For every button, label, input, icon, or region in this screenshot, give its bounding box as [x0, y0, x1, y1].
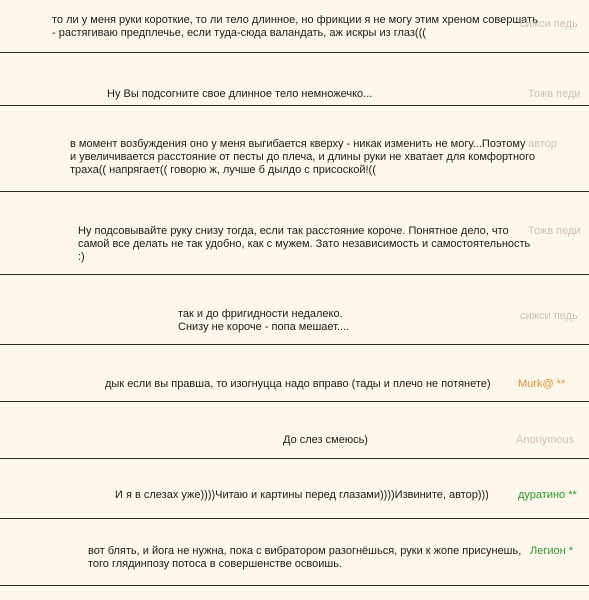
- comment-separator: [0, 458, 589, 459]
- comment-author[interactable]: Тожв педи: [528, 88, 581, 100]
- comment-author[interactable]: сижси педь: [520, 310, 578, 322]
- comment-author[interactable]: сижси педь: [520, 18, 578, 30]
- comment-text: так и до фригидности недалеко. Снизу не короче - попа мешает....: [178, 308, 350, 333]
- comment-item: [0, 434, 589, 450]
- comment-separator: [0, 585, 589, 586]
- comment-text: в момент возбуждения оно у меня выгибается кверху - никак изменить не могу...Поэтому и увеличивается расстояние от песты до плеча, и длины руки не хватает для комфортного траха(( напрягает(( говорю ж, лучше б дылдо с присоской!((: [70, 138, 536, 176]
- comment-separator: [0, 52, 589, 53]
- comment-author[interactable]: Легион *: [530, 545, 574, 557]
- comment-separator: [0, 105, 589, 106]
- comment-separator: [0, 518, 589, 519]
- comment-item: [0, 545, 589, 573]
- comment-author[interactable]: автор: [528, 138, 557, 150]
- comment-separator: [0, 191, 589, 192]
- comment-separator: [0, 344, 589, 345]
- comment-text: Ну Вы подсогните свое длинное тело немножечко...: [107, 88, 373, 100]
- comment-text: Ну подсовывайте руку снизу тогда, если так расстояние короче. Понятное дело, что самой все делать не так удобно, как с мужем. Зато независимость и самостоятельность :): [78, 225, 531, 263]
- comment-text: До слез смеюсь): [283, 434, 368, 446]
- comment-author[interactable]: дуратино **: [518, 489, 577, 501]
- comment-text: вот блять, и йога не нужна, пока с вибратором разогнёшься, руки к жопе присунешь, того глядинпозу потоса в совершенстве освоишь.: [88, 545, 522, 570]
- comment-item: [0, 378, 589, 394]
- comment-text: дык если вы правша, то изогнуцца надо вправо (тады и плечо не потянете): [105, 378, 491, 390]
- comment-author[interactable]: Anonymous: [516, 434, 575, 446]
- comment-item: [0, 489, 589, 505]
- comment-author[interactable]: Murk@ **: [518, 378, 566, 390]
- comment-text: то ли у меня руки короткие, то ли тело длинное, но фрикции я не могу этим хреном совершать - растягиваю предплечье, если туда-сюда валандать, аж искры из глаз(((: [52, 14, 538, 39]
- comment-item: [0, 14, 589, 54]
- comment-author[interactable]: Тожв педи: [528, 225, 581, 237]
- comment-item: [0, 138, 589, 180]
- comment-item: [0, 308, 589, 336]
- comment-separator: [0, 274, 589, 275]
- comment-text: И я в слезах уже))))Читаю и картины перед глазами))))Извините, автор))): [115, 489, 489, 501]
- comment-item: [0, 225, 589, 267]
- comment-separator: [0, 401, 589, 402]
